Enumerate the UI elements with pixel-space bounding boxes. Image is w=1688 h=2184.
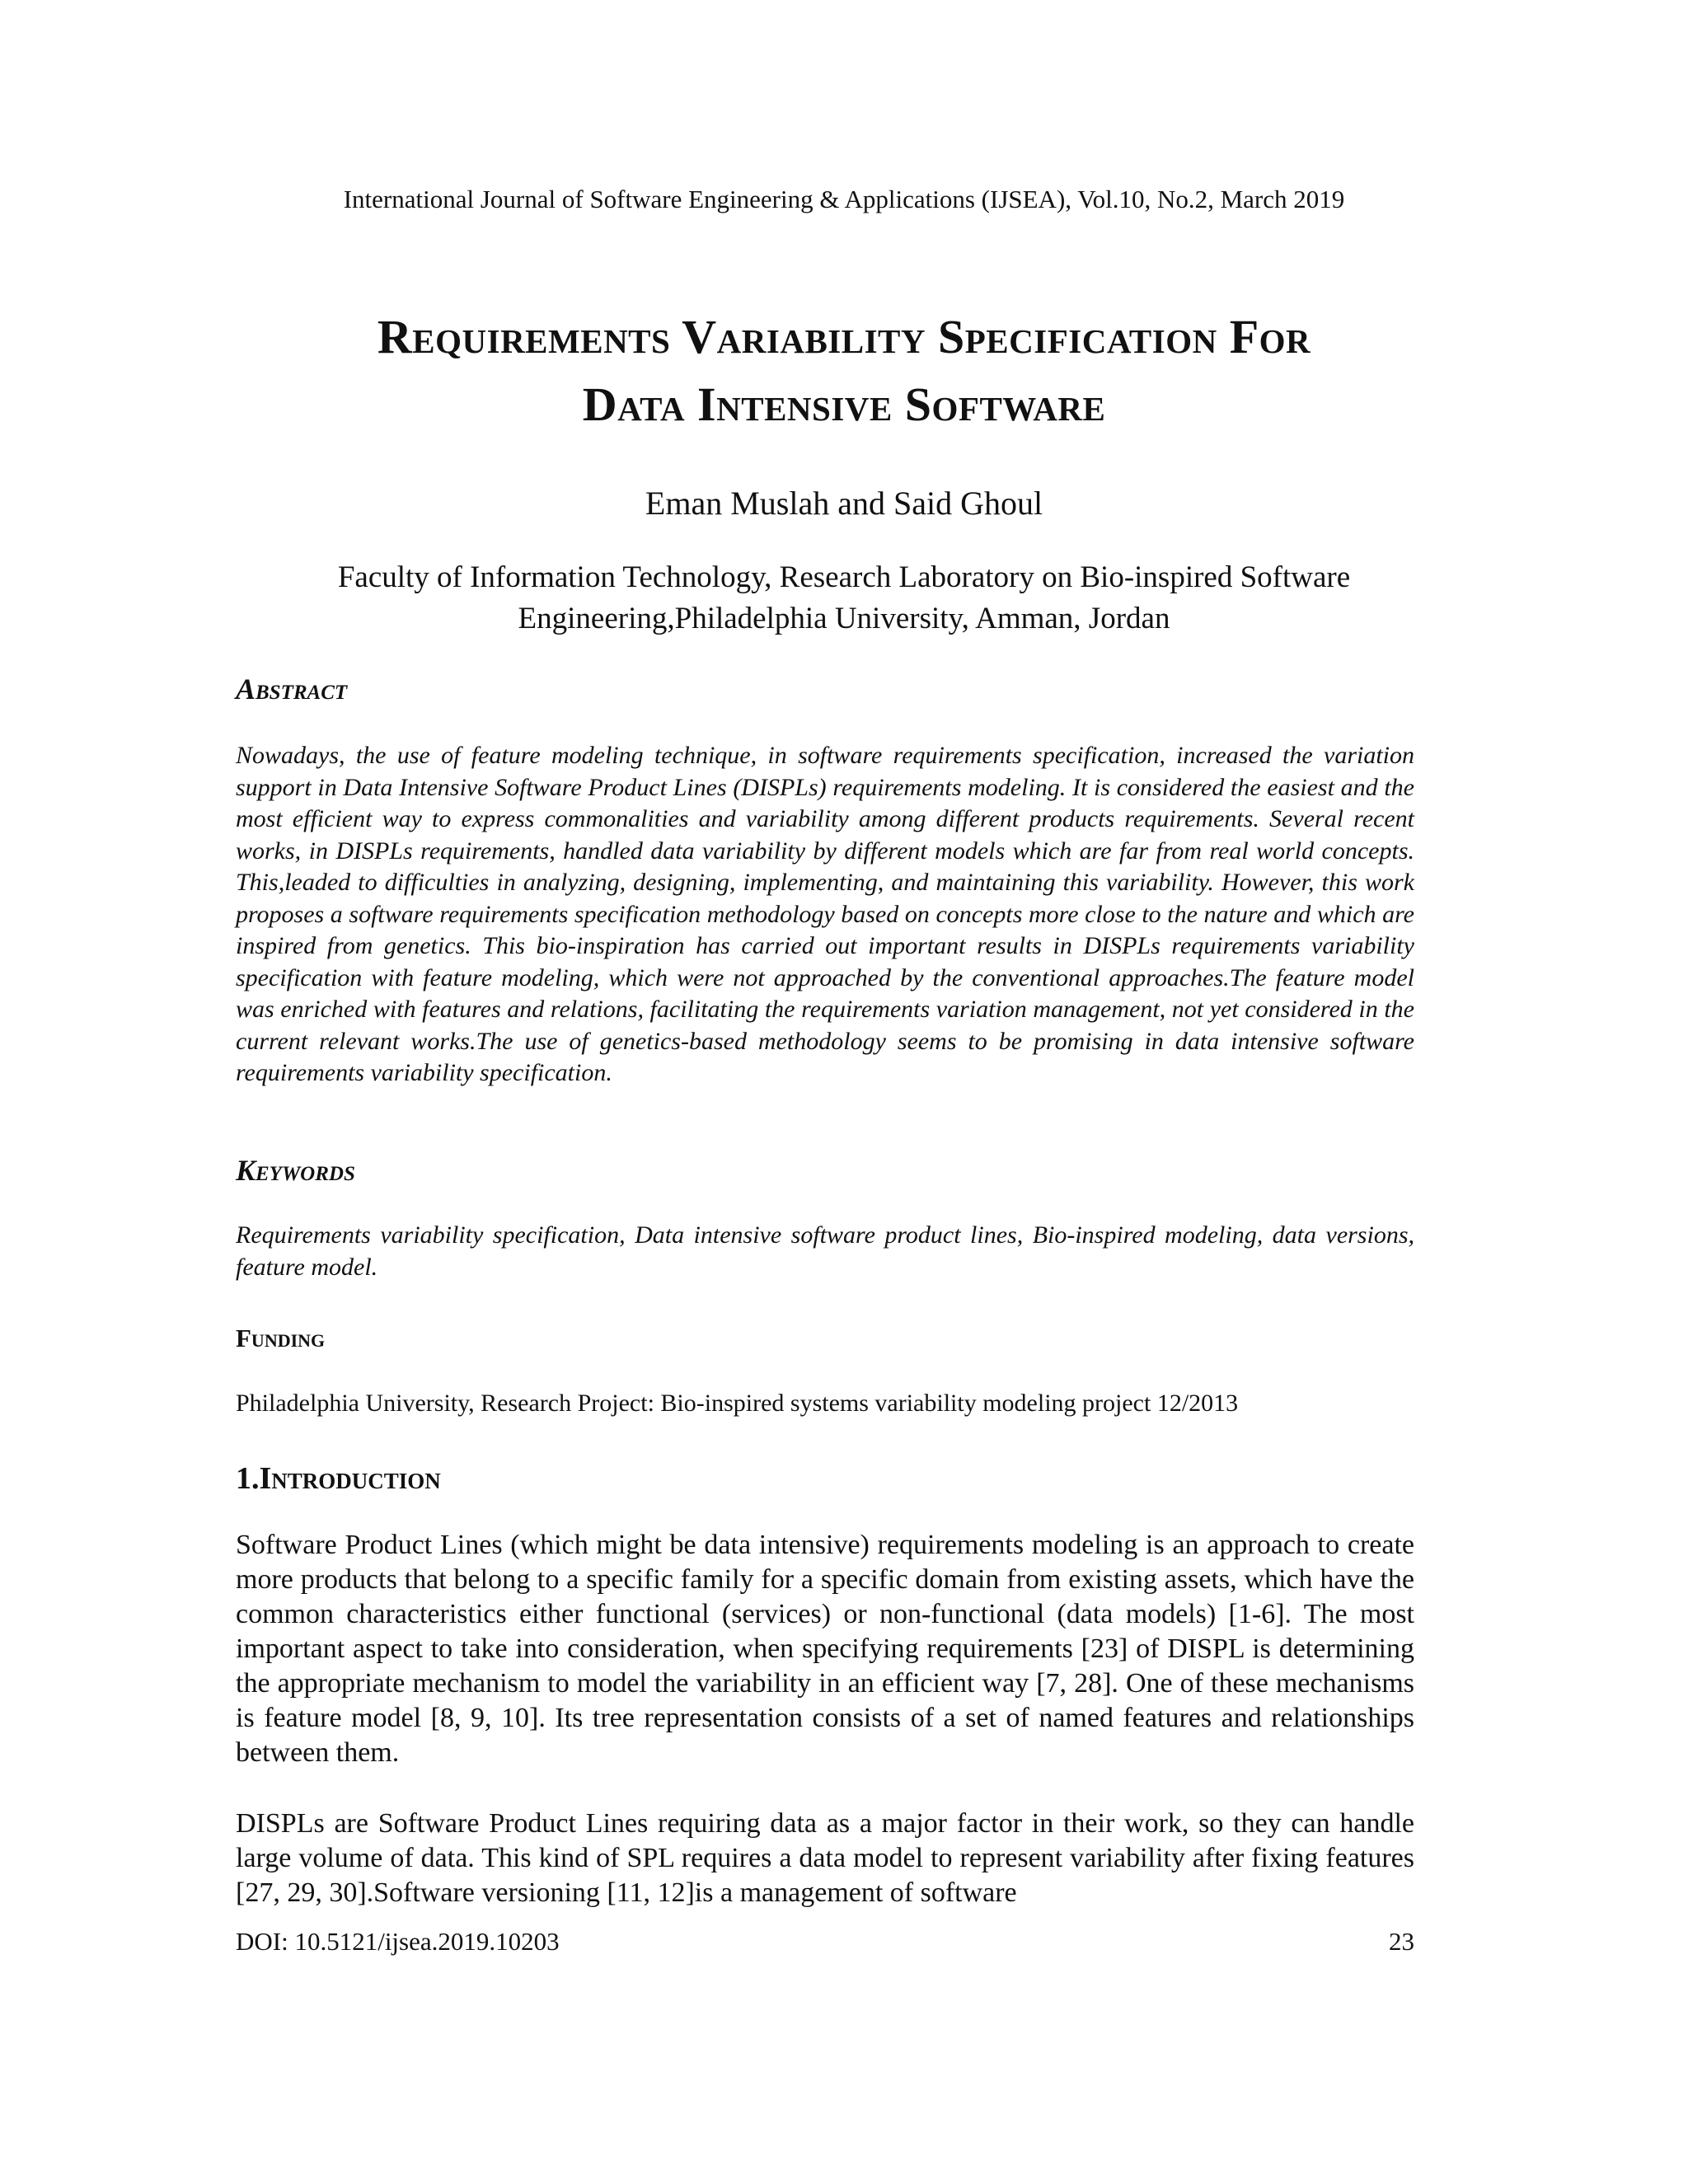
introduction-heading: 1.Introduction — [236, 1461, 441, 1496]
keywords-heading: Keywords — [236, 1154, 355, 1187]
abstract-heading: Abstract — [236, 673, 348, 705]
introduction-paragraph-2: DISPLs are Software Product Lines requiring data as a major factor in their work, so they can handle large volume of data. This kind of SPL requires a data model to represent variability after fixing features [27, 29, 30].Software versioning [11, 12]is a management of software — [236, 1808, 1414, 1908]
affiliation-line-1: Faculty of Information Technology, Research Laboratory on Bio-inspired Software — [337, 560, 1351, 594]
footer-doi: DOI: 10.5121/ijsea.2019.10203 — [236, 1927, 560, 1956]
footer-page-number: 23 — [1389, 1927, 1414, 1956]
abstract-text: Nowadays, the use of feature modeling technique, in software requirements specification, increased the variation support in Data Intensive Software Product Lines (DISPLs) requirements modeling. It is considered the easiest and the most efficient way to express commonalities and variability among different products requirements. Several recent works, in DISPLs requirements, handled data variability by different models which are far from real world concepts. This,leaded to difficulties in analyzing, designing, implementing, and maintaining this variability. However, this work proposes a software requirements specification methodology based on concepts more close to the nature and which are inspired from genetics. This bio-inspiration has carried out important results in DISPLs requirements variability specification with feature modeling, which were not approached by the conventional approaches.The feature model was enriched with features and relations, facilitating the requirements variation management, not yet considered in the current relevant works.The use of genetics-based methodology seems to be promising in data intensive software requirements variability specification. — [236, 742, 1414, 1086]
keywords-text: Requirements variability specification, Data intensive software product lines, Bio-inspired modeling, data versions, feature model. — [236, 1221, 1414, 1281]
paper-title — [0, 303, 1688, 438]
introduction-paragraph-1: Software Product Lines (which might be data intensive) requirements modeling is an approach to create more products that belong to a specific family for a specific domain from existing assets, which have the common characteristics either functional (services) or non-functional (data models) [1-6]. The most important aspect to take into consideration, when specifying requirements [23] of DISPL is determining the appropriate mechanism to model the variability in an efficient way [7, 28]. One of these mechanisms is feature model [8, 9, 10]. Its tree representation consists of a set of named features and relationships between them. — [236, 1530, 1414, 1768]
paper-title-line-2: Data Intensive Software — [582, 377, 1106, 431]
journal-running-header: International Journal of Software Engineering & Applications (IJSEA), Vol.10, No.2, March 2019 — [343, 185, 1345, 213]
funding-text: Philadelphia University, Research Project: Bio-inspired systems variability modeling project 12/2013 — [236, 1390, 1239, 1417]
author-affiliation — [0, 557, 1688, 640]
paper-authors: Eman Muslah and Said Ghoul — [645, 485, 1043, 522]
affiliation-line-2: Engineering,Philadelphia University, Amman, Jordan — [518, 602, 1170, 635]
funding-heading: Funding — [236, 1324, 326, 1352]
paper-title-line-1: Requirements Variability Specification For — [377, 310, 1311, 363]
